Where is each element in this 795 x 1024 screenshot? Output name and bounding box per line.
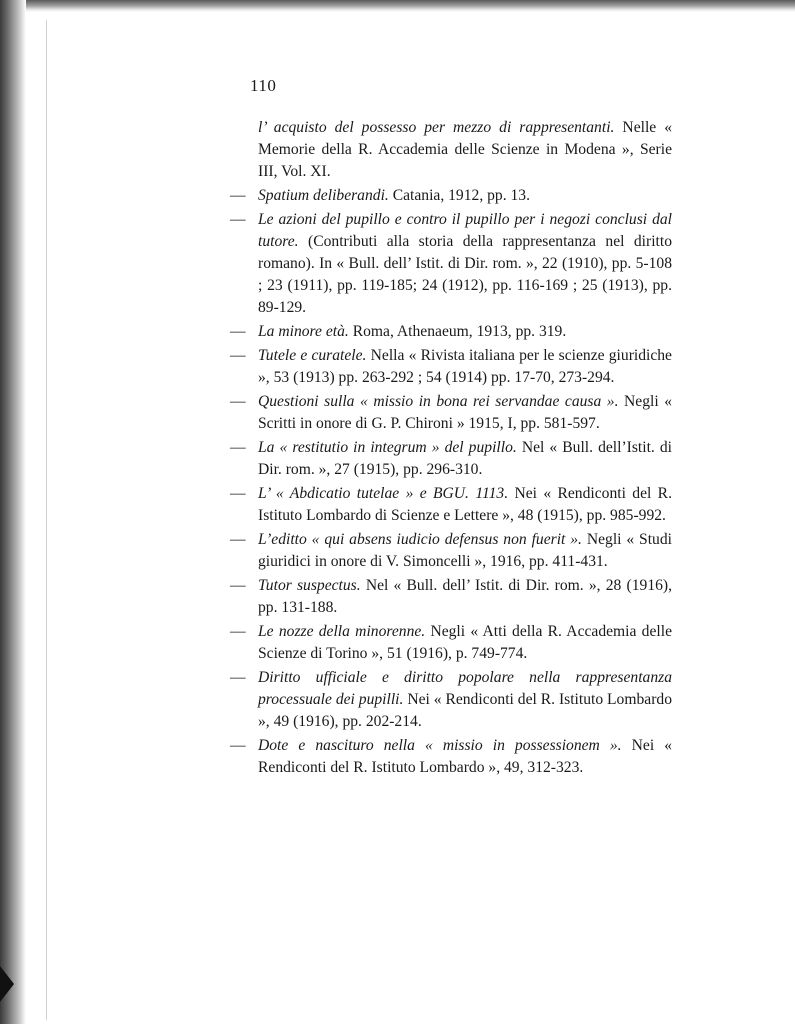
entry-dash: — [230,531,246,548]
list-item [230,529,672,573]
entry-text: Catania, 1912, pp. 13. [388,187,531,204]
entry-dash: — [230,393,246,410]
list-item [230,321,672,343]
list-item [230,621,672,665]
entry-title: Questioni sulla « missio in bona rei servandae causa ». [258,393,619,410]
list-item [230,185,672,207]
entry-text: Nei « Rendiconti del R. Istituto Lombardo », 49 (1916), pp. 202-214. [258,691,672,730]
entry-title: Diritto ufficiale e diritto popolare nella rappresentanza processuale dei pupilli. [258,669,672,708]
entry-title: Tutele e curatele. [258,347,367,364]
list-item [230,391,672,435]
entry-text: Negli « Atti della R. Accademia delle Scienze di Torino », 51 (1916), p. 749-774. [258,623,672,662]
entry-title: Spatium deliberandi. [258,187,389,204]
scan-margin-line [46,20,47,1020]
list-item [230,667,672,733]
entry-title: L’editto « qui absens iudicio defensus non fuerit ». [258,531,582,548]
entry-dash: — [230,347,246,364]
page-number: 110 [250,76,277,95]
entry-dash: — [230,737,246,754]
entry-text: Nei « Rendiconti del R. Istituto Lombardo di Scienze e Lettere », 48 (1915), pp. 985-992. [258,485,672,524]
entry-title: L’ « Abdicatio tutelae » e BGU. 1113. [258,485,509,502]
list-item [230,483,672,527]
entry-text: Nelle « Memorie della R. Accademia delle Scienze in Modena », Serie III, Vol. XI. [258,119,672,180]
entry-text: Roma, Athenaeum, 1913, pp. 319. [348,323,567,340]
entry-text: Nel « Bull. dell’ Istit. di Dir. rom. », 28 (1916), pp. 131-188. [258,577,672,616]
list-item [230,735,672,779]
list-item [230,437,672,481]
entry-dash: — [230,211,246,228]
entry-title: La minore età. [258,323,349,340]
list-item [230,345,672,389]
entry-dash: — [230,439,246,456]
entry-text: Nei « Rendiconti del R. Istituto Lombardo », 49, 312-323. [258,737,673,776]
list-item [230,575,672,619]
entry-dash: — [230,187,246,204]
entry-text: Negli « Scritti in onore di G. P. Chironi » 1915, I, pp. 581-597. [258,393,672,432]
scan-left-shadow [0,0,26,1024]
bibliography-list [230,117,672,781]
entry-title: l’ acquisto del possesso per mezzo di rappresentanti. [258,119,615,136]
page-edge-arrow-icon [0,966,14,1002]
entry-dash: — [230,669,246,686]
entry-title: Le nozze della minorenne. [258,623,426,640]
entry-text: Nel « Bull. dell’Istit. di Dir. rom. », 27 (1915), pp. 296-310. [258,439,672,478]
entry-dash: — [230,485,246,502]
list-item [230,117,672,183]
entry-title: La « restitutio in integrum » del pupillo. [258,439,517,456]
entry-title: Dote e nascituro nella « missio in possessionem ». [258,737,622,754]
entry-text: Nella « Rivista italiana per le scienze giuridiche », 53 (1913) pp. 263-292 ; 54 (1914) pp. 17-70, 273-294. [258,347,672,386]
scan-top-shadow [0,0,795,12]
entry-text: Negli « Studi giuridici in onore di V. Simoncelli », 1916, pp. 411-431. [258,531,672,570]
entry-dash: — [230,323,246,340]
entry-title: Tutor suspectus. [258,577,361,594]
entry-dash: — [230,577,246,594]
entry-text: (Contributi alla storia della rappresentanza nel diritto romano). In « Bull. dell’ Istit. di Dir. rom. », 22 (1910), pp. 5-108 ; 23 (1911), pp. 119-185; 24 (1912), pp. 116-169 ; 25 (1913), pp. 89-129. [258,233,672,316]
list-item [230,209,672,319]
entry-title: Le azioni del pupillo e contro il pupillo per i negozi conclusi dal tutore. [258,211,672,250]
entry-dash: — [230,623,246,640]
